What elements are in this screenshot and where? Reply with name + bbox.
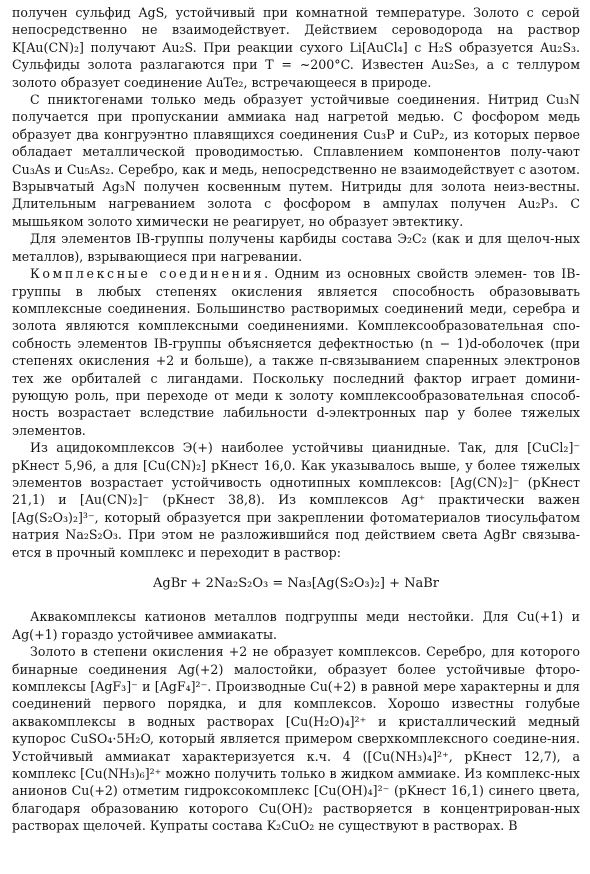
text-line: ется в прочный комплекс и переходит в раствор: [12, 544, 341, 560]
text-line: [Ag(S₂O₃)₂]³⁻, который образуется при закреплении фотоматериалов тиосульфатом [12, 509, 580, 525]
text-line: ния. Устойчивый аммиакат характеризуется к.ч. 4 ([Cu(NH₃)₄]²⁺, pKнест 12,7), а [12, 731, 580, 764]
text-line: рующую роль, при переходе от меди к золоту комплексообразовательная способ- [12, 387, 580, 403]
paragraph-carbides [12, 230, 580, 265]
text-line: золота являются комплексными соединениями. Комплексообразовательная спо- [12, 318, 580, 334]
text-line: аквакомплексы в водных растворах [Cu(H₂O)₄]²⁺ и кристаллический медный [12, 713, 580, 729]
text-line: образует два конгруэнтно плавящихся соединения Cu₃P и CuP₂, из которых [12, 126, 529, 142]
equation: AgBr + 2Na₂S₂O₃ = Na₃[Ag(S₂O₃)₂] + NaBr [153, 576, 439, 591]
paragraph-sulfides [12, 4, 580, 91]
text-line: непосредственно не взаимодействует. Действием сероводорода на раствор [12, 22, 580, 38]
text-line: Из ацидокомплексов Э(+) наиболее устойчивы цианидные. Так, для [CuCl₂]⁻ [30, 440, 580, 456]
paragraph-complex-compounds [12, 265, 580, 439]
text-line: вестны. Длительным нагреванием золота с фосфором в ампулах получен Au₂P₃. С [12, 179, 580, 212]
heading-continuation: . Одним из основных свойств элемен- [264, 266, 527, 282]
section-heading: Комплексные соединения [30, 266, 265, 282]
paragraph-oxidation-state-2 [12, 643, 580, 834]
text-line: первое обладает металлической проводимостью. Сплавлением компонентов полу- [12, 126, 580, 160]
text-line: элементов возрастает устойчивость однотипных комплексов: [Ag(CN)₂]⁻ [12, 474, 520, 490]
paragraph-aquacomplexes [12, 608, 580, 643]
text-line: ность возрастает вследствие лабильности d-электронных пар у более тяжелых [12, 405, 580, 421]
text-line: натрия Na₂S₂O₃. При этом не разложившийся под действием света AgBr связыва- [12, 527, 580, 543]
text-line: комплексы [AgF₃]⁻ и [AgF₄]²⁻. Производные Cu(+2) в равной мере характерны и [12, 679, 552, 695]
text-line: комплексные соединения. Большинство растворимых соединений меди, серебра и [12, 300, 580, 316]
text-line: собность элементов IB-группы объясняется дефектностью (n − 1)d-оболочек (при [12, 335, 580, 351]
text-line: Золото в степени окисления +2 не образует комплексов. Серебро, для которого [30, 644, 580, 660]
text-line: получен сульфид AgS, устойчивый при комнатной температуре. Золото с серой [12, 5, 580, 20]
text-line: для соединений первого порядка, и для комплексов. Хорошо известны голубые [12, 679, 580, 712]
text-line: (pKнест 21,1) и [Au(CN)₂]⁻ (pKнест 38,8). Из комплексов Ag⁺ практически важен [12, 474, 580, 508]
text-line: бинарные соединения Ag(+2) малостойки, образует более устойчивые фторо- [12, 661, 580, 677]
text-line: Au₂S₃. Сульфиды золота разлагаются при T = ~200°C. Известен Au₂Se₃, а с [12, 39, 580, 73]
text-line: ных растворах щелочей. Купраты состава K₂CuO₂ не существуют в растворах. В [12, 800, 580, 834]
text-line: тов IB-группы в любых степенях окисления является способность образовывать [12, 266, 580, 299]
paragraph-acidocomplexes [12, 439, 580, 561]
paragraph-pnictogens [12, 91, 580, 230]
text-line: ных металлов), взрывающиеся при нагревании. [12, 231, 580, 264]
text-line: мышьяком золото химически не реагирует, но образует эвтектику. [12, 213, 464, 229]
text-line: степенях окисления +2 и больше), а также π-связыванием спаренных электронов [12, 353, 580, 369]
text-line: азотом. Взрывчатый Ag₃N получен косвенным путем. Нитриды для золота неиз- [12, 161, 580, 195]
text-line: ных анионов Cu(+2) отметим гидроксокомплекс [Cu(OH)₄]²⁻ (pKнест 16,1) синего [12, 766, 580, 799]
text-line: теллуром золото образует соединение AuTe₂, встречающееся в природе. [12, 57, 580, 90]
text-line: K[Au(CN)₂] получают Au₂S. При реакции сухого Li[AuCl₄] с H₂S образуется [12, 39, 534, 55]
text-line: pKнест 5,96, а для [Cu(CN)₂] pKнест 16,0. Как указывалось выше, у более тяжелых [12, 457, 580, 473]
text-line: Для элементов IB-группы получены карбиды состава Э₂C₂ (как и для щелоч- [30, 231, 555, 247]
text-line: Аквакомплексы катионов металлов подгруппы меди нестойки. Для Cu(+1) и [30, 609, 580, 625]
text-line: комплекс [Cu(NH₃)₆]²⁺ можно получить только в жидком аммиаке. Из комплекс- [12, 766, 555, 782]
text-line: тех же орбиталей с лигандами. Поскольку последний фактор играет домини- [12, 370, 580, 386]
text-line: цвета, благодаря образованию которого Cu(OH)₂ растворяется в концентрирован- [12, 783, 580, 816]
text-line: элементов. [12, 422, 86, 438]
text-line: Ag(+1) гораздо устойчивее аммиакаты. [12, 626, 278, 642]
text-line: С пниктогенами только медь образует устойчивые соединения. Нитрид Cu₃N [30, 92, 580, 108]
text-line: чают Cu₃As и Cu₅As₂. Серебро, как и медь, непосредственно не взаимодействует с [12, 144, 580, 177]
text-line: купорос CuSO₄·5H₂O, который является примером сверхкомплексного соедине- [12, 731, 552, 747]
text-line: получается при пропускании аммиака над нагретой медью. С фосфором медь [12, 109, 580, 125]
